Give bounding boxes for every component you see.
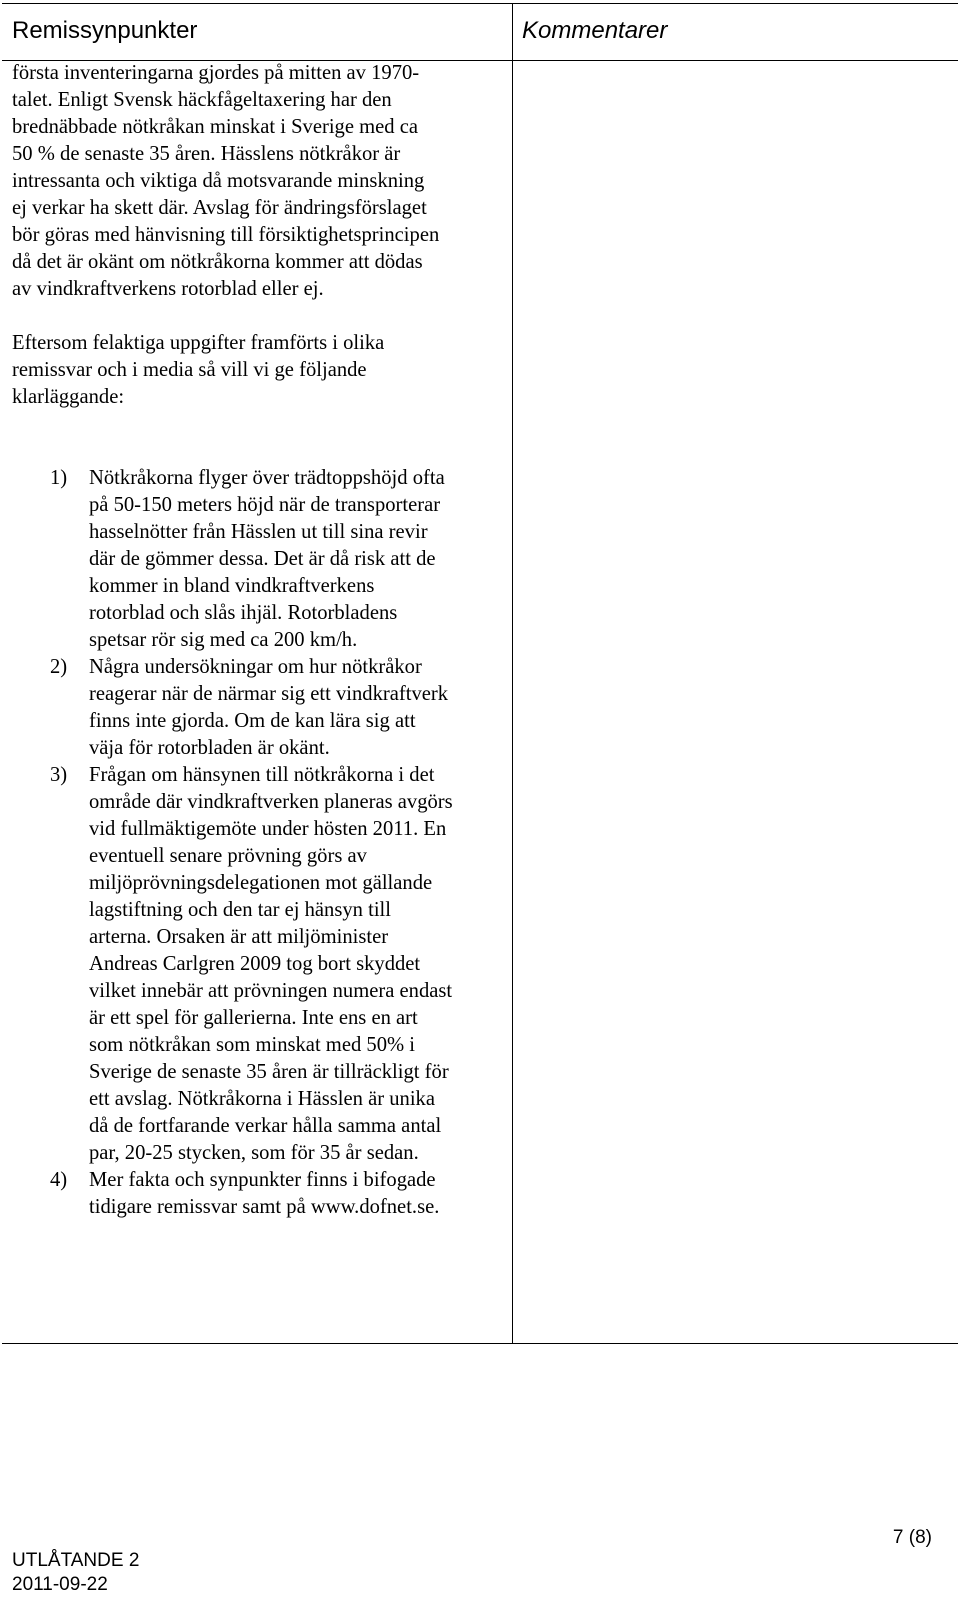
text-line: hasselnötter från Hässlen ut till sina revir [89,521,428,543]
clarification-list [12,465,512,1221]
text-line: par, 20-25 stycken, som för 35 år sedan. [89,1142,419,1164]
table-bottom-border [2,1343,958,1344]
text-line: remissvar och i media så vill vi ge följande [12,359,367,381]
text-line: ett avslag. Nötkråkorna i Hässlen är unika [89,1088,435,1110]
text-line: Andreas Carlgren 2009 tog bort skyddet [89,953,421,975]
text-line: väja för rotorbladen är okänt. [89,737,330,759]
text-line: då det är okänt om nötkråkorna kommer att dödas [12,251,423,273]
document-date: 2011-09-22 [12,1574,108,1595]
text-line: första inventeringarna gjordes på mitten av 1970- [12,62,420,84]
text-line: Mer fakta och synpunkter finns i bifogade [89,1169,436,1191]
list-item-1 [12,465,512,654]
text-line: av vindkraftverkens rotorblad eller ej. [12,278,324,300]
text-line: rotorblad och slås ihjäl. Rotorbladens [89,602,398,624]
text-line: Några undersökningar om hur nötkråkor [89,656,422,678]
text-line: talet. Enligt Svensk häckfågeltaxering har den [12,89,392,111]
table-top-border [2,3,958,4]
list-number: 1) [50,467,68,489]
text-line: Frågan om hänsynen till nötkråkorna i det [89,764,435,786]
text-line: på 50-150 meters höjd när de transporterar [89,494,441,516]
column-header-remissynpunkter: Remissynpunkter [12,17,198,44]
text-line: tidigare remissvar samt på www.dofnet.se. [89,1196,440,1218]
list-number: 2) [50,656,68,678]
paragraph-1 [12,60,512,303]
text-line: miljöprövningsdelegationen mot gällande [89,872,433,894]
list-number: 3) [50,764,68,786]
text-line: kommer in bland vindkraftverkens [89,575,375,597]
text-line: lagstiftning och den tar ej hänsyn till [89,899,391,921]
text-line: intressanta och viktiga då motsvarande minskning [12,170,425,192]
text-line: klarläggande: [12,386,125,408]
text-line: eventuell senare prövning görs av [89,845,367,867]
text-line: är ett spel för gallerierna. Inte ens en art [89,1007,418,1029]
text-line: Sverige de senaste 35 åren är tillräckligt för [89,1061,449,1083]
text-line: där de gömmer dessa. Det är då risk att de [89,548,436,570]
table-column-divider [512,3,513,1344]
paragraph-2 [12,330,512,411]
text-line: område där vindkraftverken planeras avgörs [89,791,453,813]
page-number: 7 (8) [892,1527,932,1548]
document-title: UTLÅTANDE 2 [12,1550,140,1571]
text-line: 50 % de senaste 35 åren. Hässlens nötkråkor är [12,143,401,165]
footer-document-info [12,1549,139,1597]
text-line: spetsar rör sig med ca 200 km/h. [89,629,358,651]
list-item-3 [12,762,512,1167]
remissynpunkter-body [12,60,512,1221]
text-line: som nötkråkan som minskat med 50% i [89,1034,416,1056]
text-line: då de fortfarande verkar hålla samma antal [89,1115,442,1137]
list-item-2 [12,654,512,762]
text-line: brednäbbade nötkråkan minskat i Sverige med ca [12,116,419,138]
text-line: reagerar när de närmar sig ett vindkraftverk [89,683,449,705]
text-line: bör göras med hänvisning till försiktighetsprincipen [12,224,440,246]
text-line: vilket innebär att prövningen numera endast [89,980,453,1002]
list-item-4 [12,1167,512,1221]
text-line: Nötkråkorna flyger över trädtoppshöjd ofta [89,467,445,489]
text-line: ej verkar ha skett där. Avslag för ändringsförslaget [12,197,427,219]
list-number: 4) [50,1169,68,1191]
text-line: Eftersom felaktiga uppgifter framförts i olika [12,332,385,354]
text-line: finns inte gjorda. Om de kan lära sig att [89,710,416,732]
text-line: arterna. Orsaken är att miljöminister [89,926,389,948]
column-header-kommentarer: Kommentarer [522,17,668,44]
text-line: vid fullmäktigemöte under hösten 2011. En [89,818,447,840]
